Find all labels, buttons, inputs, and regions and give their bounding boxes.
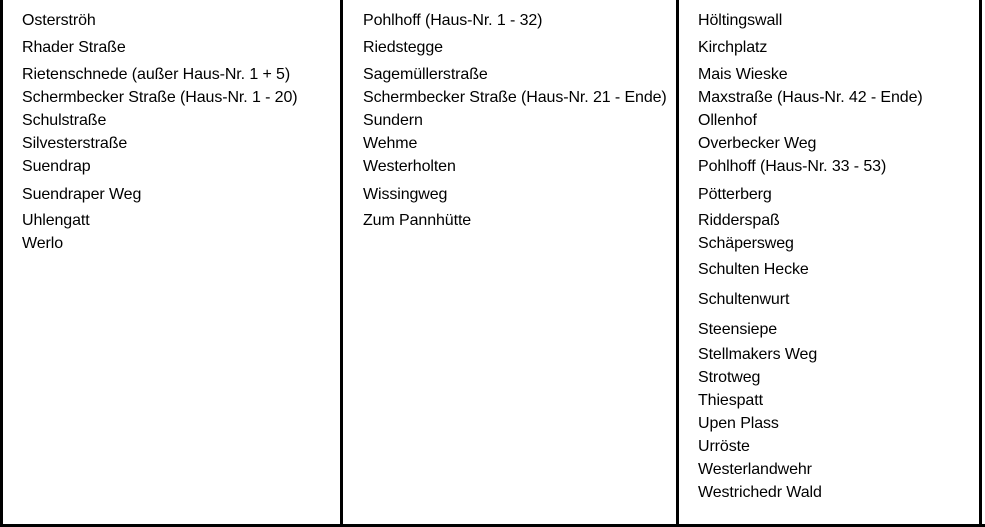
street-name: Ridderspaß — [698, 212, 780, 229]
street-name: Wehme — [363, 135, 418, 152]
street-name: Rhader Straße — [22, 39, 126, 56]
street-name: Westerlandwehr — [698, 461, 812, 478]
street-name: Riedstegge — [363, 39, 443, 56]
street-name: Werlo — [22, 235, 63, 252]
table-divider-1 — [340, 0, 343, 527]
street-name: Uhlengatt — [22, 212, 90, 229]
street-name: Westerholten — [363, 158, 456, 175]
street-name: Osterströh — [22, 12, 96, 29]
street-name: Schulten Hecke — [698, 261, 809, 278]
street-name: Wissingweg — [363, 186, 448, 203]
street-name: Pohlhoff (Haus-Nr. 33 - 53) — [698, 158, 887, 175]
street-name: Höltingswall — [698, 12, 783, 29]
street-name: Rietenschnede (außer Haus-Nr. 1 + 5) — [22, 66, 291, 83]
street-name: Suendraper Weg — [22, 186, 142, 203]
street-name: Suendrap — [22, 158, 91, 175]
street-name: Thiespatt — [698, 392, 763, 409]
street-name: Strotweg — [698, 369, 761, 386]
street-name: Steensiepe — [698, 321, 778, 338]
street-name: Schultenwurt — [698, 291, 790, 308]
street-name: Overbecker Weg — [698, 135, 817, 152]
street-name: Zum Pannhütte — [363, 212, 472, 229]
street-name: Kirchplatz — [698, 39, 768, 56]
street-name: Upen Plass — [698, 415, 779, 432]
street-column-2 — [363, 0, 674, 524]
street-name: Ollenhof — [698, 112, 757, 129]
street-name: Silvesterstraße — [22, 135, 128, 152]
street-name: Westrichedr Wald — [698, 484, 822, 501]
street-name: Sagemüllerstraße — [363, 66, 488, 83]
street-column-1 — [22, 0, 337, 524]
street-name: Schermbecker Straße (Haus-Nr. 21 - Ende) — [363, 89, 667, 106]
street-name: Urröste — [698, 438, 750, 455]
street-name: Stellmakers Weg — [698, 346, 818, 363]
street-name: Sundern — [363, 112, 423, 129]
street-name: Pötterberg — [698, 186, 772, 203]
table-border-left — [0, 0, 3, 527]
street-name: Mais Wieske — [698, 66, 788, 83]
street-name: Pohlhoff (Haus-Nr. 1 - 32) — [363, 12, 543, 29]
street-name: Maxstraße (Haus-Nr. 42 - Ende) — [698, 89, 923, 106]
street-name: Schäpersweg — [698, 235, 794, 252]
street-name: Schermbecker Straße (Haus-Nr. 1 - 20) — [22, 89, 298, 106]
street-column-3 — [698, 0, 977, 524]
street-name: Schulstraße — [22, 112, 107, 129]
table-divider-2 — [676, 0, 679, 527]
table-border-right — [979, 0, 982, 527]
